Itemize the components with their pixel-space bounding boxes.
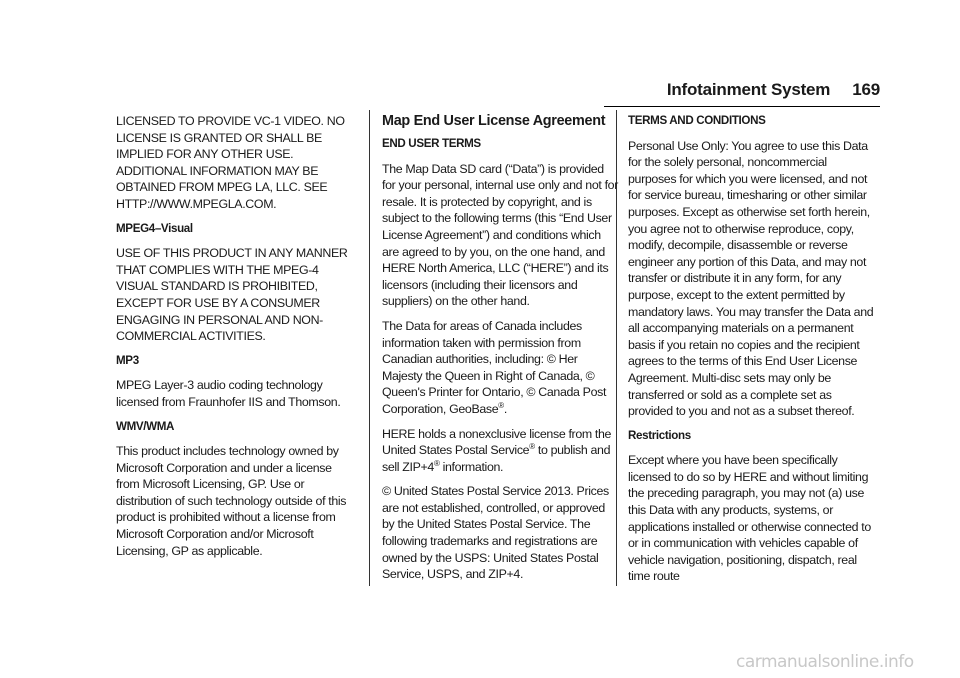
canada-data-body: The Data for areas of Canada includes information taken with permission from Canadian authorities, including: © Her Majesty the Queen in Right of Canada, © Queen's Printer for Ontario, © Canada Post Corporation, GeoBase [382, 318, 607, 416]
canada-data-end: . [503, 401, 507, 416]
map-eula-title: Map End User License Agreement [382, 113, 606, 129]
vc1-license-text: LICENSED TO PROVIDE VC-1 VIDEO. NO LICENSE IS GRANTED OR SHALL BE IMPLIED FOR ANY OTHER USE. ADDITIONAL INFORMATION MAY BE OBTAINED FROM MPEG LA, LLC. SEE HTTP://WWW.MPEGLA.COM. [116, 114, 345, 211]
column-left [116, 113, 352, 567]
canada-data-text [382, 318, 618, 418]
page-header [604, 80, 880, 102]
registered-mark: ® [433, 458, 440, 468]
header-rule [604, 106, 880, 107]
usps-copyright-text: © United States Postal Service 2013. Prices are not established, controlled, or approved by the United States Postal Service. The following trademarks and registrations are owned by the USPS: United States Postal Service, USPS, and ZIP+4. [382, 484, 609, 582]
end-user-terms-heading: END USER TERMS [382, 137, 481, 150]
mp3-text: MPEG Layer-3 audio coding technology licensed from Fraunhofer IIS and Thomson. [116, 378, 341, 409]
column-divider-left [369, 110, 370, 586]
watermark-text: carmanualsonline.info [736, 652, 914, 672]
terms-conditions-heading: TERMS AND CONDITIONS [628, 114, 766, 127]
page-number: 169 [852, 80, 880, 99]
column-middle [382, 113, 618, 591]
column-right [628, 113, 876, 593]
mpeg4-heading: MPEG4–Visual [116, 221, 193, 235]
usps-license-a: HERE holds a nonexclusive license from the United States Postal Service [382, 426, 612, 458]
restrictions-heading: Restrictions [628, 428, 691, 442]
registered-mark: ® [498, 400, 504, 410]
section-title: Infotainment System [666, 80, 831, 99]
wmv-heading: WMV/WMA [116, 419, 175, 433]
usps-license-b: to publish and sell ZIP+4 [382, 443, 611, 474]
personal-use-text: Personal Use Only: You agree to use this Data for the solely personal, noncommercial purposes for which you were licensed, and not for service bureau, timesharing or other similar purposes. Except as otherwise set forth herein, you agree not to otherwise reproduce, copy, modify, decompile, disassemble or reverse engineer any portion of this Data, and may not transfer or distribute it in any form, for any purpose, except to the extent permitted by mandatory laws. You may transfer the Data and all accompanying materials on a permanent basis if you retain no copies and the recipient agrees to the terms of this End User License Agreement. Multi-disc sets may only be transferred or sold as a complete set as provided to you and not as a subset thereof. [628, 138, 874, 419]
registered-mark: ® [529, 441, 535, 451]
wmv-text: This product includes technology owned by Microsoft Corporation and under a license from Microsoft Licensing, GP. Use or distribution of such technology outside of this product is prohibited without a license from Microsoft Corporation and/or Microsoft Licensing, GP as applicable. [116, 444, 347, 558]
mp3-heading: MP3 [116, 353, 139, 367]
mpeg4-text: USE OF THIS PRODUCT IN ANY MANNER THAT COMPLIES WITH THE MPEG-4 VISUAL STANDARD IS PROHIBITED, EXCEPT FOR USE BY A CONSUMER ENGAGING IN PERSONAL AND NON-COMMERCIAL ACTIVITIES. [116, 246, 348, 344]
usps-license-c: information. [439, 459, 504, 474]
usps-license-text [382, 426, 618, 476]
eula-intro-text: The Map Data SD card (“Data”) is provided for your personal, internal use only and not for resale. It is protected by copyright, and is subject to the following terms (this “End User License Agreement”) and conditions which are agreed to by you, on the one hand, and HERE North America, LLC (“HERE”) and its licensors (including their licensors and suppliers) on the other hand. [382, 161, 618, 309]
restrictions-text: Except where you have been specifically licensed to do so by HERE and without limiting the preceding paragraph, you may not (a) use this Data with any products, systems, or applications installed or otherwise connected to or in communication with vehicles capable of vehicle navigation, positioning, dispatch, real time route [628, 453, 871, 584]
